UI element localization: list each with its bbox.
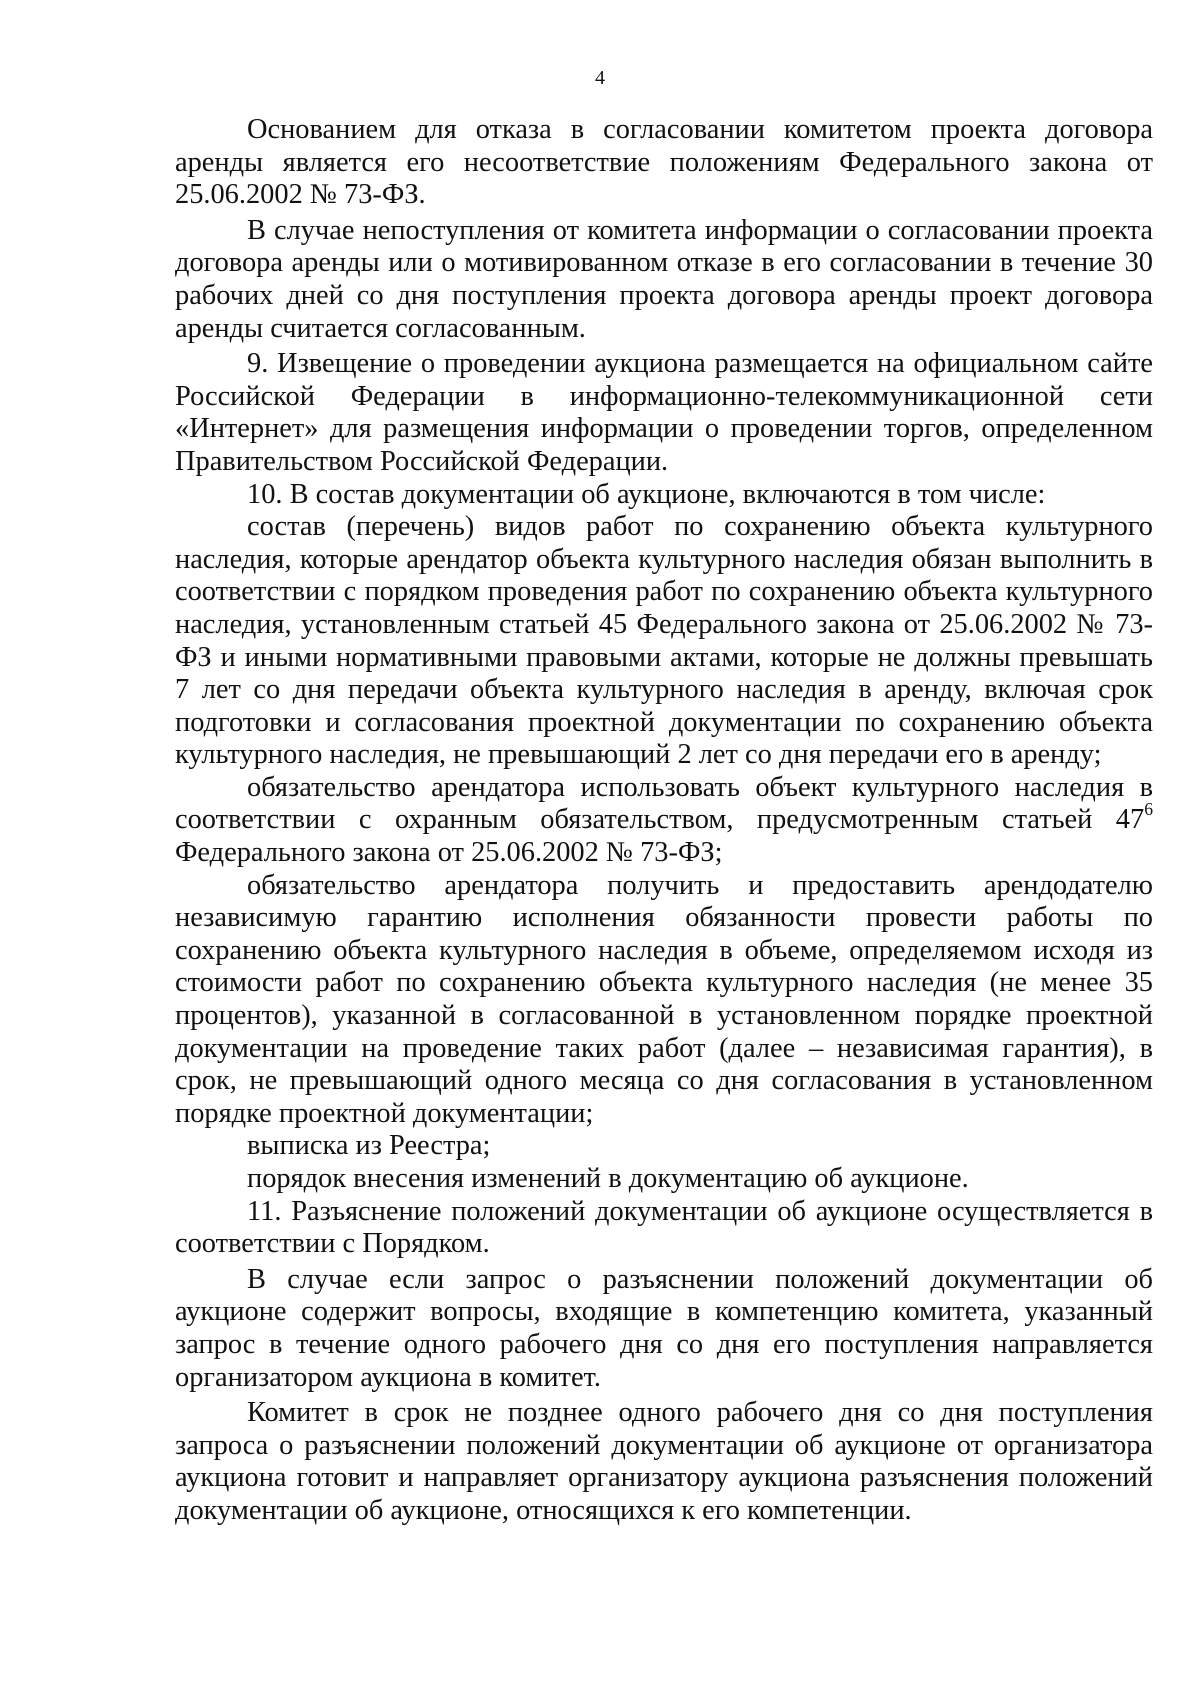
paragraph-9-auction-notice: 9. Извещение о проведении аукциона размещается на официальном сайте Российской Федерации в информационно-телекоммуникационной сети «Интернет» для размещения информации о проведении торгов, определенном Правительством Российской Федерации. — [175, 348, 1153, 477]
paragraph-independent-guarantee: обязательство арендатора получить и предоставить арендодателю независимую гарантию исполнения обязанности провести работы по сохранению объекта культурного наследия в объеме, определяемом исходя из стоимости работ по сохранению объекта культурного наследия (не менее 35 процентов), указанной в согласованной в установленном порядке проектной документации на проведение таких работ (далее – независимая гарантия), в срок, не превышающий одного месяца со дня согласования в установленном порядке проектной документации; — [175, 869, 1153, 1129]
paragraph-works-list: состав (перечень) видов работ по сохранению объекта культурного наследия, которые арендатор объекта культурного наследия обязан выполнить в соответствии с порядком проведения работ по сохранению объекта культурного наследия, установленным статьей 45 Федерального закона от 25.06.2002 № 73-ФЗ и иными нормативными правовыми актами, которые не должны превышать 7 лет со дня передачи объекта культурного наследия в аренду, включая срок подготовки и согласования проектной документации по сохранению объекта культурного наследия, не превышающий 2 лет со дня передачи его в аренду; — [175, 511, 1153, 771]
paragraph-committee-response: Комитет в срок не позднее одного рабочего дня со дня поступления запроса о разъяснении положений документации об аукционе от организатора аукциона готовит и направляет организатору аукциона разъяснения положений документации об аукционе, относящихся к его компетенции. — [175, 1397, 1153, 1526]
obligation-use-text: обязательство арендатора использовать объект культурного наследия в соответствии с охранным обязательством, предусмотренным статьей 47 — [175, 771, 1153, 836]
paragraph-amendment-procedure: порядок внесения изменений в документацию об аукционе. — [247, 1163, 969, 1194]
paragraph-registry-extract: выписка из Реестра; — [247, 1130, 491, 1162]
page-number: 4 — [595, 67, 605, 89]
paragraph-request-to-committee: В случае если запрос о разъяснении положений документации об аукционе содержит вопросы, входящие в компетенцию комитета, указанный запрос в течение одного рабочего дня со дня его поступления направляется организатором аукциона в комитет. — [175, 1263, 1153, 1393]
paragraph-refusal-grounds: Основанием для отказа в согласовании комитетом проекта договора аренды является его несоответствие положениям Федерального закона от 25.06.2002 № 73-ФЗ. — [175, 114, 1153, 211]
paragraph-obligation-use — [175, 772, 1153, 870]
paragraph-10-documentation: 10. В состав документации об аукционе, включаются в том числе: — [247, 478, 1046, 510]
document-body — [175, 114, 1153, 1528]
obligation-use-text-end: Федерального закона от 25.06.2002 № 73-ФЗ; — [175, 837, 723, 869]
paragraph-11-clarification: 11. Разъяснение положений документации об аукционе осуществляется в соответствии с Порядком. — [175, 1195, 1153, 1260]
article-superscript: 6 — [1144, 799, 1153, 820]
paragraph-deemed-approved: В случае непоступления от комитета информации о согласовании проекта договора аренды или о мотивированном отказе в его согласовании в течение 30 рабочих дней со дня поступления проекта договора аренды проект договора аренды считается согласованным. — [175, 214, 1153, 344]
